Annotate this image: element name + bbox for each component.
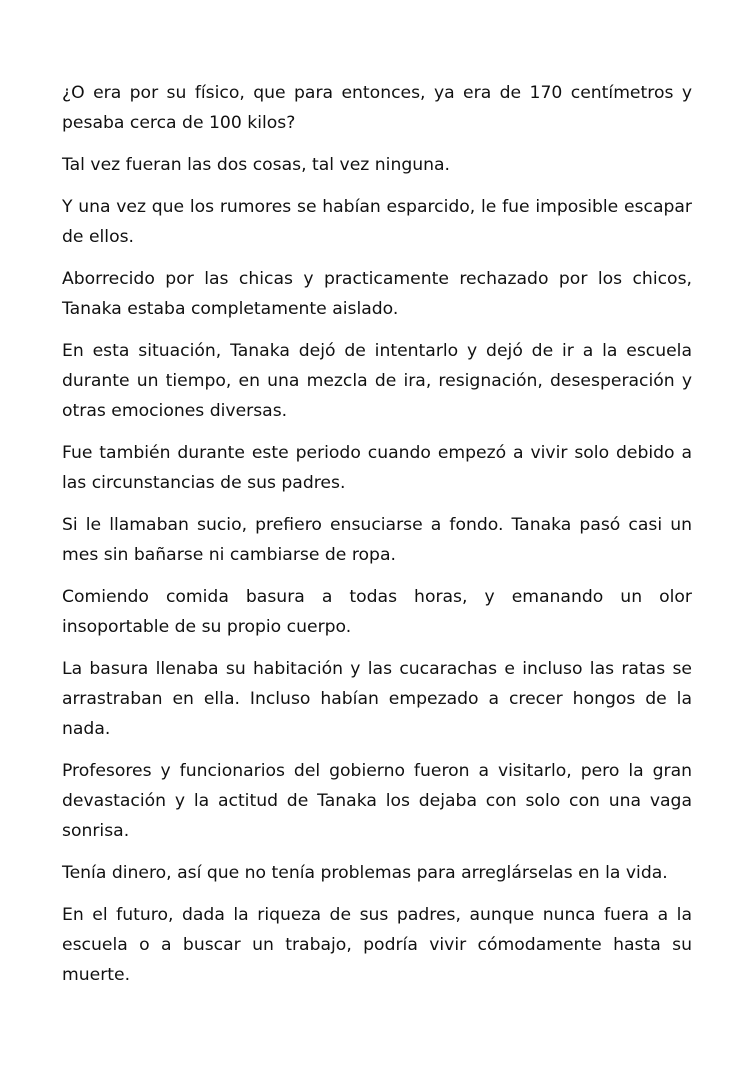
paragraph: Tal vez fueran las dos cosas, tal vez ninguna.	[62, 155, 451, 175]
paragraph: La basura llenaba su habitación y las cucarachas e incluso las ratas se arrastraban en ella. Incluso habían empezado a crecer hongos de la nada.	[62, 659, 692, 739]
paragraph: Profesores y funcionarios del gobierno fueron a visitarlo, pero la gran devastación y la actitud de Tanaka los dejaba con solo con una vaga sonrisa.	[62, 761, 692, 841]
paragraph: Si le llamaban sucio, prefiero ensuciarse a fondo. Tanaka pasó casi un mes sin bañarse ni cambiarse de ropa.	[62, 515, 692, 565]
paragraph: Y una vez que los rumores se habían esparcido, le fue imposible escapar de ellos.	[62, 197, 692, 247]
paragraph: Fue también durante este periodo cuando empezó a vivir solo debido a las circunstancias de sus padres.	[62, 443, 692, 493]
paragraph: ¿O era por su físico, que para entonces, ya era de 170 centímetros y pesaba cerca de 100 kilos?	[62, 83, 692, 133]
paragraph: En el futuro, dada la riqueza de sus padres, aunque nunca fuera a la escuela o a buscar un trabajo, podría vivir cómodamente hasta su muerte.	[62, 905, 692, 985]
paragraph: Aborrecido por las chicas y practicamente rechazado por los chicos, Tanaka estaba completamente aislado.	[62, 269, 692, 319]
paragraph: Tenía dinero, así que no tenía problemas para arreglárselas en la vida.	[62, 863, 668, 883]
paragraph: Comiendo comida basura a todas horas, y emanando un olor insoportable de su propio cuerpo.	[62, 587, 692, 637]
paragraph: En esta situación, Tanaka dejó de intentarlo y dejó de ir a la escuela durante un tiempo, en una mezcla de ira, resignación, desesperación y otras emociones diversas.	[62, 341, 692, 421]
